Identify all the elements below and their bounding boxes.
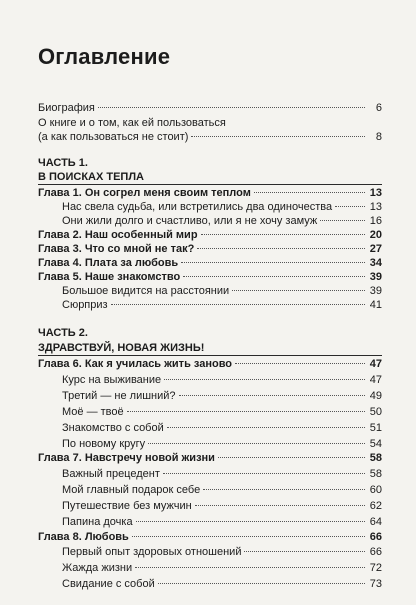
- toc-entry-label: Нас свела судьба, или встретились два одиночества: [62, 201, 333, 213]
- toc-entry-label: Глава 5. Наше знакомство: [38, 271, 181, 283]
- toc-page-number: 73: [369, 578, 382, 590]
- toc-section: [38, 421, 382, 435]
- toc-entry-label: Важный прецедент: [62, 468, 160, 480]
- toc-entry-label: Глава 6. Как я училась жить заново: [38, 358, 233, 370]
- toc-entry-label: Моё — твоё: [62, 406, 124, 418]
- toc-page-number: 50: [369, 406, 382, 418]
- toc-chapter: [38, 451, 382, 465]
- toc-page-number: 13: [369, 187, 382, 199]
- part-number: ЧАСТЬ 2.: [38, 327, 88, 339]
- toc-entry-label: (а как пользоваться не стоит): [38, 131, 189, 143]
- toc-chapter: [38, 256, 382, 270]
- leader-dots: [167, 427, 365, 428]
- toc-page-number: 39: [369, 285, 382, 297]
- leader-dots: [191, 136, 365, 137]
- leader-dots: [244, 551, 365, 552]
- toc-page-number: 58: [369, 468, 382, 480]
- toc-entry-label: По новому кругу: [62, 438, 146, 450]
- toc-chapter: [38, 270, 382, 284]
- leader-dots: [179, 395, 365, 396]
- toc-page-number: 64: [369, 516, 382, 528]
- leader-dots: [181, 262, 365, 263]
- toc-section: [38, 515, 382, 529]
- leader-dots: [183, 276, 365, 277]
- toc-page-number: 20: [369, 229, 382, 241]
- toc-page-number: 34: [369, 257, 382, 269]
- toc-chapter: [38, 357, 382, 371]
- toc-entry-label: Третий — не лишний?: [62, 390, 176, 402]
- leader-dots: [195, 505, 365, 506]
- toc-entry-label: Курс на выживание: [62, 374, 162, 386]
- page-title: Оглавление: [38, 44, 171, 69]
- toc-section: [38, 561, 382, 575]
- part-title: [38, 341, 382, 355]
- toc-page-number: 6: [375, 102, 382, 114]
- leader-dots: [135, 567, 365, 568]
- leader-dots: [201, 234, 365, 235]
- toc-page-number: 41: [369, 299, 382, 311]
- toc-entry-label: Жажда жизни: [62, 562, 133, 574]
- part-title-text: В ПОИСКАХ ТЕПЛА: [38, 171, 144, 183]
- toc-section: [38, 298, 382, 312]
- leader-dots: [164, 379, 365, 380]
- toc-page-number: 62: [369, 500, 382, 512]
- toc-page-number: 8: [375, 131, 382, 143]
- toc-entry-label: Они жили долго и счастливо, или я не хочу замуж: [62, 215, 318, 227]
- toc-entry-label: Глава 8. Любовь: [38, 531, 129, 543]
- toc-entry-label: Глава 3. Что со мной не так?: [38, 243, 195, 255]
- toc-page-number: 49: [369, 390, 382, 402]
- toc-page-number: 47: [369, 374, 382, 386]
- toc-section: [38, 389, 382, 403]
- toc-section: [38, 437, 382, 451]
- toc-section: [38, 405, 382, 419]
- leader-dots: [197, 248, 365, 249]
- toc-entry-label: Папина дочка: [62, 516, 133, 528]
- leader-dots: [320, 220, 365, 221]
- toc-page-number: 39: [369, 271, 382, 283]
- leader-dots: [127, 411, 365, 412]
- toc-entry-label: Первый опыт здоровых отношений: [62, 546, 242, 558]
- toc-section: [38, 373, 382, 387]
- leader-dots: [232, 290, 365, 291]
- toc-entry-label: Глава 4. Плата за любовь: [38, 257, 179, 269]
- toc-page-number: 66: [369, 546, 382, 558]
- part-title: [38, 170, 382, 184]
- toc-page-number: 16: [369, 215, 382, 227]
- toc-section: [38, 467, 382, 481]
- toc-page-number: 51: [369, 422, 382, 434]
- part-heading: [38, 156, 382, 170]
- toc-entry-label: О книге и о том, как ей пользоваться: [38, 117, 226, 129]
- toc-chapter: [38, 530, 382, 544]
- toc-chapter: [38, 228, 382, 242]
- part-title-text: ЗДРАВСТВУЙ, НОВАЯ ЖИЗНЬ!: [38, 342, 205, 354]
- leader-dots: [335, 206, 365, 207]
- toc-entry-label: Глава 7. Навстречу новой жизни: [38, 452, 215, 464]
- part-rule: [38, 355, 382, 356]
- toc-entry-label: Глава 2. Наш особенный мир: [38, 229, 198, 241]
- leader-dots: [218, 457, 365, 458]
- toc-page-number: 60: [369, 484, 382, 496]
- leader-dots: [111, 304, 365, 305]
- leader-dots: [158, 583, 365, 584]
- leader-dots: [136, 521, 365, 522]
- part-rule: [38, 184, 382, 185]
- toc-entry-about-book: [38, 116, 382, 130]
- leader-dots: [235, 363, 365, 364]
- toc-page-number: 47: [369, 358, 382, 370]
- toc-page-number: 54: [369, 438, 382, 450]
- toc-section: [38, 214, 382, 228]
- toc-page-number: 58: [369, 452, 382, 464]
- toc-chapter: [38, 242, 382, 256]
- toc-entry-label: Путешествие без мужчин: [62, 500, 192, 512]
- toc-section: [38, 577, 382, 591]
- toc-page-number: 66: [369, 531, 382, 543]
- toc-section: [38, 545, 382, 559]
- part-number: ЧАСТЬ 1.: [38, 157, 88, 169]
- toc-entry-about-book-cont: [38, 130, 382, 144]
- toc-chapter: [38, 186, 382, 200]
- toc-entry-label: Знакомство с собой: [62, 422, 164, 434]
- leader-dots: [148, 443, 365, 444]
- toc-entry-label: Свидание с собой: [62, 578, 155, 590]
- toc-page-number: 72: [369, 562, 382, 574]
- leader-dots: [132, 536, 365, 537]
- toc-entry-label: Большое видится на расстоянии: [62, 285, 230, 297]
- toc-entry-label: Глава 1. Он согрел меня своим теплом: [38, 187, 251, 199]
- toc-entry-label: Сюрприз: [62, 299, 108, 311]
- leader-dots: [163, 473, 365, 474]
- leader-dots: [98, 107, 365, 108]
- leader-dots: [254, 192, 365, 193]
- toc-section: [38, 284, 382, 298]
- toc-entry-label: Биография: [38, 102, 95, 114]
- toc-page-number: 13: [369, 201, 382, 213]
- toc-page-number: 27: [369, 243, 382, 255]
- toc-section: [38, 200, 382, 214]
- toc-entry-biography: [38, 101, 382, 115]
- toc-section: [38, 483, 382, 497]
- toc-section: [38, 499, 382, 513]
- part-heading: [38, 326, 382, 340]
- toc-entry-label: Мой главный подарок себе: [62, 484, 201, 496]
- leader-dots: [203, 489, 365, 490]
